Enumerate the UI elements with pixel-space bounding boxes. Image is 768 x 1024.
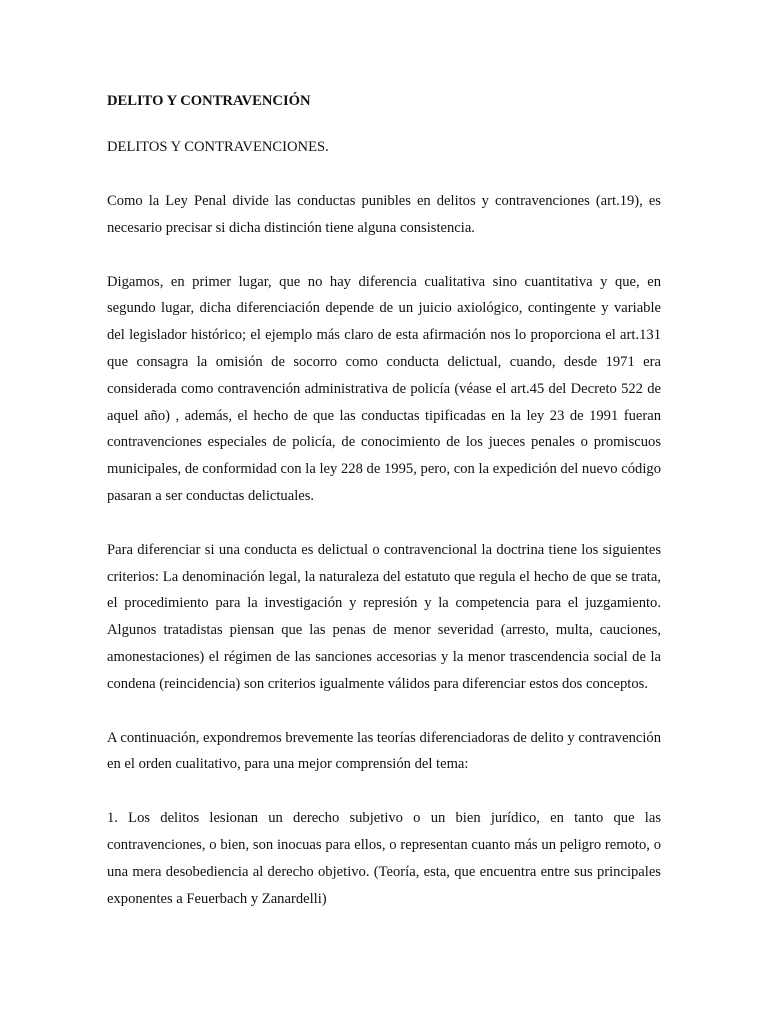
document-subtitle: DELITOS Y CONTRAVENCIONES. xyxy=(107,139,329,155)
document-page xyxy=(107,86,661,939)
document-title: DELITO Y CONTRAVENCIÓN xyxy=(107,93,311,109)
paragraph-3: Para diferenciar si una conducta es delictual o contravencional la doctrina tiene los siguientes criterios: La denominación legal, la naturaleza del estatuto que regula el hecho de que se trata, el procedimiento para la investigación y represión y la competencia para el juzgamiento. Algunos tratadistas piensan que las penas de menor severidad (arresto, multa, cauciones, amonestaciones) el régimen de las sanciones accesorias y la menor trascendencia social de la condena (reincidencia) son criterios igualmente válidos para diferenciar estos dos conceptos. xyxy=(107,541,661,692)
paragraph-4: A continuación, expondremos brevemente las teorías diferenciadoras de delito y contravención en el orden cualitativo, para una mejor comprensión del tema: xyxy=(107,729,661,773)
paragraph-2: Digamos, en primer lugar, que no hay diferencia cualitativa sino cuantitativa y que, en segundo lugar, dicha diferenciación depende de un juicio axiológico, contingente y variable del legislador histórico; el ejemplo más claro de esta afirmación nos lo proporciona el art.131 que consagra la omisión de socorro como conducta delictual, cuando, desde 1971 era considerada como contravención administrativa de policía (véase el art.45 del Decreto 522 de aquel año) , además, el hecho de que las conductas tipificadas en la ley 23 de 1991 fueran contravenciones especiales de policía, de conocimiento de los jueces penales o promiscuos municipales, de conformidad con la ley 228 de 1995, pero, con la expedición del nuevo código pasaran a ser conductas delictuales. xyxy=(107,273,661,504)
paragraph-1: Como la Ley Penal divide las conductas punibles en delitos y contravenciones (art.19), es necesario precisar si dicha distinción tiene alguna consistencia. xyxy=(107,193,661,236)
paragraph-5: 1. Los delitos lesionan un derecho subjetivo o un bien jurídico, en tanto que las contravenciones, o bien, son inocuas para ellos, o representan cuanto más un peligro remoto, o una mera desobediencia al derecho objetivo. (Teoría, esta, que encuentra entre sus principales exponentes a Feuerbach y Zanardelli) xyxy=(107,810,661,907)
